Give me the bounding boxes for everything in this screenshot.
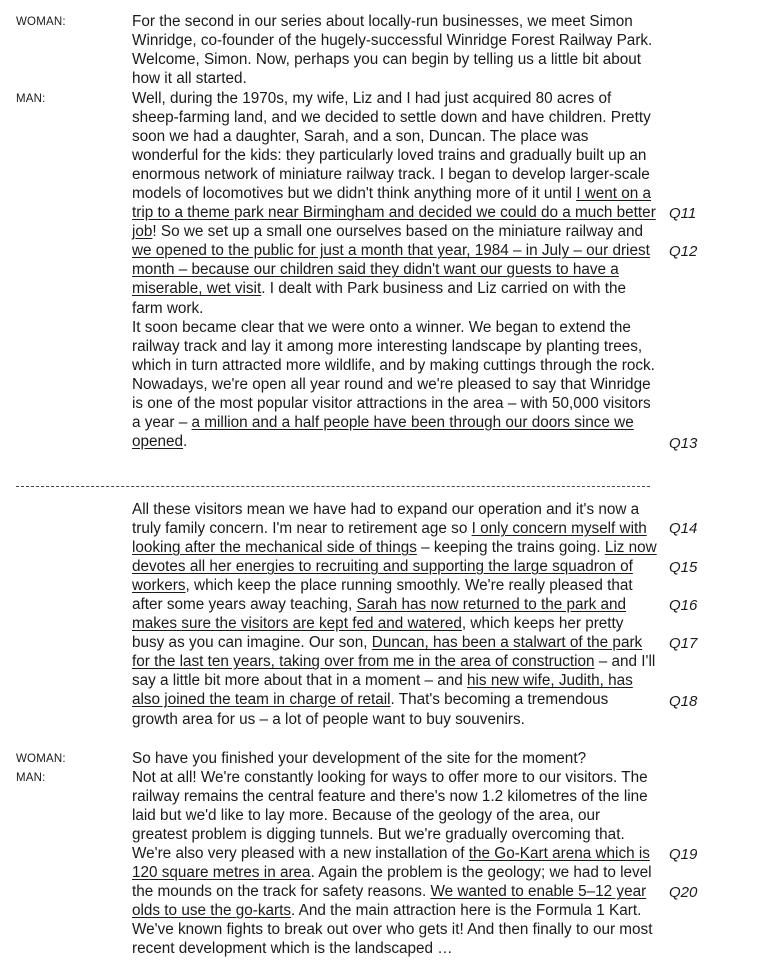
paragraph <box>132 500 657 729</box>
speaker-label-man: MAN: <box>16 93 46 105</box>
speaker-label-woman: WOMAN: <box>16 16 66 28</box>
question-marker-q15: Q15 <box>669 559 698 576</box>
question-marker-q13: Q13 <box>669 435 698 452</box>
text-run: – and I'll say a little bit more about that in a moment – and <box>132 653 656 690</box>
text-run: . That's becoming a tremendous growth area for us – a lot of people want to buy souvenirs. <box>132 691 609 728</box>
answer-underline-q16: Sarah has now returned to the park and makes sure the visitors are kept fed and watered <box>132 596 627 633</box>
paragraph: It soon became clear that we were onto a winner. We began to extend the railway track and lay it among more interesting landscape by planting trees, which in turn attracted more wildlife, and by making cuttings through the rock. <box>132 318 655 374</box>
paragraph: So have you finished your development of the site for the moment? <box>132 750 587 767</box>
answer-underline-q20: We wanted to enable 5–12 year olds to use the go-karts <box>132 883 647 920</box>
text-run: . I dealt with Park business and Liz carried on with the farm work. <box>132 280 626 317</box>
turn-4-text <box>132 749 657 768</box>
question-marker-q11: Q11 <box>669 205 697 222</box>
turn-3-text <box>132 500 657 729</box>
question-marker-q18: Q18 <box>669 693 698 710</box>
paragraph: For the second in our series about locally-run businesses, we meet Simon Winridge, co-founder of the hugely-successful Winridge Forest Railway Park. Welcome, Simon. Now, perhaps you can begin by telling us a little bit about how it all started. <box>132 13 653 88</box>
answer-underline-q11: I went on a trip to a theme park near Birmingham and decided we could do a much better job <box>132 185 656 241</box>
speaker-label-man: MAN: <box>16 772 46 784</box>
answer-underline-q15: Liz now devotes all her energies to recruiting and supporting the large squadron of workers <box>132 539 657 595</box>
question-marker-q20: Q20 <box>669 884 698 901</box>
turn-1-text <box>132 12 657 88</box>
question-marker-q14: Q14 <box>669 520 698 537</box>
text-run: – keeping the trains going. <box>416 539 605 557</box>
turn-5-text <box>132 768 657 958</box>
section-divider <box>16 486 650 487</box>
speaker-label-woman: WOMAN: <box>16 753 66 765</box>
text-run: ! So we set up a small one ourselves based on the miniature railway and <box>152 223 644 241</box>
text-run: Nowadays, we're open all year round and we're pleased to say that Winridge is one of the most popular visitor attractions in the area – with 50,000 visitors a year – <box>132 375 651 431</box>
answer-underline-q13: a million and a half people have been through our doors since we opened <box>132 413 634 450</box>
answer-underline-q18: his new wife, Judith, has also joined the team in charge of retail <box>132 672 633 709</box>
question-marker-q17: Q17 <box>669 635 698 652</box>
answer-underline-q17: Duncan, has been a stalwart of the park for the last ten years, taking over from me in the area of construction <box>132 634 643 671</box>
question-marker-q16: Q16 <box>669 597 698 614</box>
answer-underline-q14: I only concern myself with looking after the mechanical side of things <box>132 520 647 557</box>
paragraph <box>132 89 657 318</box>
paragraph <box>132 768 657 958</box>
text-run: . Again the problem is the geology; we had to level the mounds on the track for safety reasons. <box>132 864 652 901</box>
text-run: All these visitors mean we have had to expand our operation and it's now a truly family concern. I'm near to retirement age so <box>132 501 640 538</box>
text-run: , which keep the place running smoothly. We're really pleased that after some years away teaching, <box>132 577 633 614</box>
question-marker-q19: Q19 <box>669 846 698 863</box>
paragraph <box>132 375 657 451</box>
text-run: Well, during the 1970s, my wife, Liz and I had just acquired 80 acres of sheep-farming land, and we decided to settle down and have children. Pretty soon we had a daughter, Sarah, and a son, Duncan. The place was wonderful for the kids: they particularly loved trains and gradually built up an enormous network of miniature railway track. I began to develop larger-scale models of locomotives but we didn't think anything more of it until <box>132 90 651 203</box>
answer-underline-q12: we opened to the public for just a month that year, 1984 – in July – our driest month – because our children said they didn't want our guests to have a miserable, wet visit <box>132 242 650 298</box>
text-run: . <box>183 432 188 450</box>
text-run: Not at all! We're constantly looking for ways to offer more to our visitors. The railway remains the central feature and there's now 1.2 kilometres of the line laid but we'd like to lay more. Because of the geology of the area, our greatest problem is digging tunnels. But we're gradually overcoming that. We're also very pleased with a new installation of <box>132 769 648 863</box>
text-run: , which keeps her pretty busy as you can imagine. Our son, <box>132 615 624 652</box>
answer-underline-q19: the Go-Kart arena which is 120 square metres in area <box>132 845 650 882</box>
turn-2-text <box>132 89 657 451</box>
text-run: . And the main attraction here is the Formula 1 Kart. We've known fights to break out over who gets it! And then finally to our most recent development which is the landscaped … <box>132 902 653 958</box>
question-marker-q12: Q12 <box>669 243 698 260</box>
